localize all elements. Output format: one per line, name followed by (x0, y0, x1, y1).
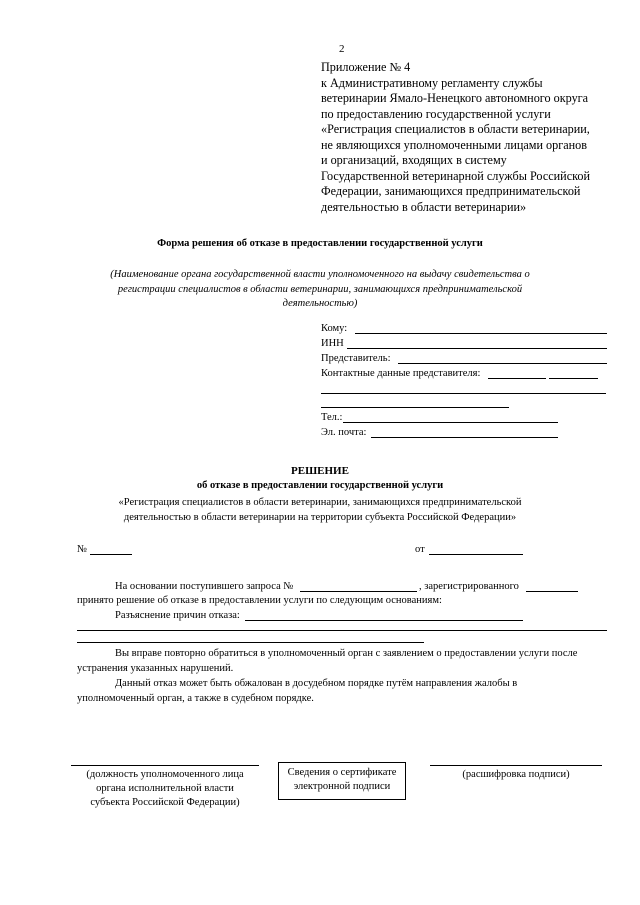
appeal-text-line2: уполномоченный орган, а также в судебном порядке. (77, 693, 314, 704)
authority-note (0, 268, 640, 312)
to-field[interactable] (355, 333, 607, 334)
decision-service-line: «Регистрация специалистов в области ветеринарии, занимающихся предпринимательской (118, 497, 522, 508)
appendix-line: и организаций, входящих в систему (321, 153, 507, 167)
request-number-field[interactable] (300, 591, 417, 592)
basis-text-line2: принято решение об отказе в предоставлении услуги по следующим основаниям: (77, 595, 442, 606)
appendix-line: к Административному регламенту службы (321, 75, 543, 90)
contacts-field-4[interactable] (321, 407, 509, 408)
representative-label: Представитель: (321, 353, 391, 364)
page-number: 2 (339, 43, 345, 55)
certificate-line: Сведения о сертификате (287, 767, 397, 778)
representative-field[interactable] (398, 363, 607, 364)
decision-title: РЕШЕНИЕ (291, 465, 349, 477)
appendix-line: деятельностью в области ветеринарии» (321, 199, 527, 214)
basis-text-start: На основании поступившего запроса № (115, 581, 294, 592)
decision-service (0, 495, 640, 525)
appendix-line: не являющихся уполномоченными лицами органов (321, 137, 588, 152)
phone-field[interactable] (343, 422, 558, 423)
reapply-text-line2: устранения указанных нарушений. (77, 663, 234, 674)
appendix-line: ветеринарии Ямало-Ненецкого автономного округа (321, 91, 589, 105)
contacts-label: Контактные данные представителя: (321, 368, 481, 379)
appendix-line: Федерации, занимающихся предпринимательской (321, 184, 581, 198)
authority-line: (Наименование органа государственной власти уполномоченного на выдачу свидетельства о (110, 269, 530, 280)
decision-date-field[interactable] (429, 554, 523, 555)
email-label: Эл. почта: (321, 427, 367, 438)
certificate-line: электронной подписи (293, 780, 391, 792)
form-title: Форма решения об отказе в предоставлении государственной услуги (157, 238, 483, 249)
appendix-line: «Регистрация специалистов в области ветеринарии, (321, 122, 590, 136)
basis-text-registered: , зарегистрированного (419, 581, 519, 592)
reapply-text-line1: Вы вправе повторно обратиться в уполномоченный орган с заявлением о предоставлении услуги после (115, 648, 578, 659)
reasons-label: Разъяснение причин отказа: (115, 610, 240, 621)
reasons-line-2[interactable] (77, 630, 607, 631)
reasons-field[interactable] (245, 620, 523, 621)
appendix-line: Приложение № 4 (321, 60, 411, 74)
decision-number-label: № (77, 544, 88, 555)
email-field[interactable] (371, 437, 558, 438)
registration-date-field[interactable] (526, 591, 578, 592)
position-caption-line: органа исполнительной власти (96, 783, 234, 794)
decision-service-line: деятельностью в области ветеринарии на территории субъекта Российской Федерации» (123, 512, 517, 523)
phone-label: Тел.: (321, 412, 343, 423)
to-label: Кому: (321, 323, 348, 334)
appeal-text-line1: Данный отказ может быть обжалован в досудебном порядке путём направления жалобы в (115, 678, 518, 689)
certificate-box (278, 762, 406, 800)
appendix-line: Государственной ветеринарной службы Российской (321, 168, 591, 183)
position-signature-line[interactable] (71, 765, 259, 766)
inn-label: ИНН (321, 338, 344, 349)
decision-number-field[interactable] (90, 554, 132, 555)
decision-subtitle: об отказе в предоставлении государственной услуги (196, 480, 444, 491)
contacts-field-2[interactable] (549, 378, 598, 379)
appendix-line: по предоставлению государственной услуги (321, 106, 551, 121)
decoding-caption: (расшифровка подписи) (462, 769, 570, 780)
inn-field[interactable] (347, 348, 607, 349)
decision-date-label: от (415, 544, 425, 555)
decoding-signature-line[interactable] (430, 765, 602, 766)
position-caption-line: субъекта Российской Федерации) (90, 797, 240, 808)
authority-line: регистрации специалистов в области ветеринарии, занимающихся предпринимательской (117, 283, 523, 295)
contacts-field-1[interactable] (488, 378, 546, 379)
position-caption (71, 768, 259, 810)
reasons-line-3[interactable] (77, 642, 424, 643)
appendix-header (321, 60, 590, 215)
position-caption-line: (должность уполномоченного лица (86, 769, 244, 780)
authority-line: деятельностью) (282, 298, 358, 309)
contacts-field-3[interactable] (321, 393, 606, 394)
